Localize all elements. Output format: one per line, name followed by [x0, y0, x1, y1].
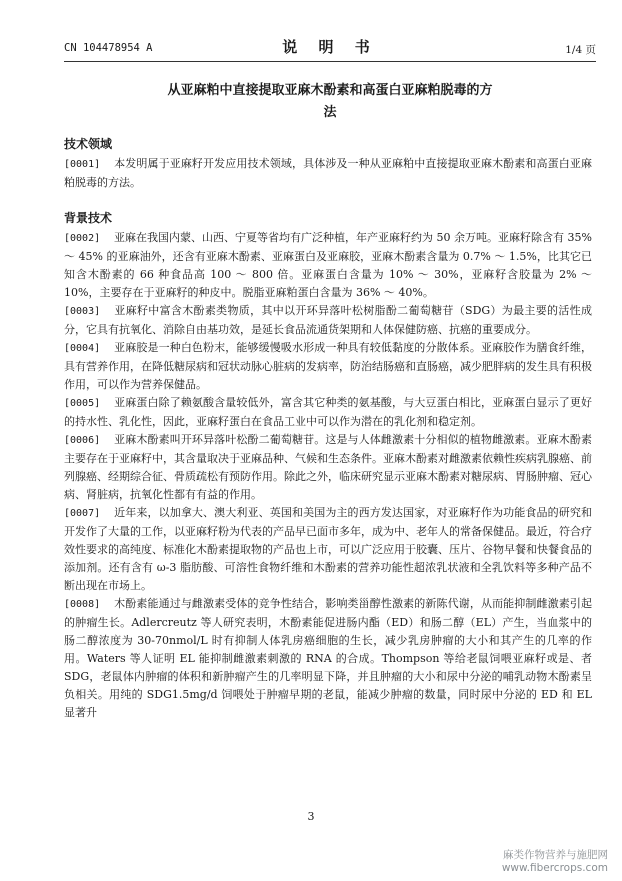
paragraph-0007 [64, 504, 592, 595]
paragraph-text: 亚麻胶是一种白色粉末，能够缓慢吸水形成一种具有较低黏度的分散体系。亚麻胶作为膳食纤维，具有营养作用，在降低糖尿病和冠状动脉心脏病的发病率，防治结肠癌和直肠癌，减少肥胖病的发生具有积极作用，可以作为营养保健品。 [64, 341, 592, 391]
watermark-site-name: 麻类作物营养与施肥网 [503, 849, 608, 861]
watermark-url: www.fibercrops.com [501, 862, 608, 874]
paragraph-text: 亚麻木酚素叫开环异落叶松酚二葡萄糖苷。这是与人体雌激素十分相似的植物雌激素。亚麻木酚素主要存在于亚麻籽中，其含量取决于亚麻品种、气候和生态条件。亚麻木酚素对雌激素依赖性疾病乳腺癌、前列腺癌、经期综合征、骨质疏松有预防作用。除此之外，临床研究显示亚麻木酚素对糖尿病、胃肠肿瘤、冠心病、肾脏病，抗氧化性都有有益的作用。 [64, 433, 592, 501]
paragraph-number: [0003] [64, 306, 101, 317]
patent-number: CN 104478954 A [64, 42, 153, 54]
paragraph-0002 [64, 229, 592, 302]
paragraph-0004 [64, 339, 592, 394]
paragraph-text: 木酚素能通过与雌激素受体的竞争性结合，影响类甾醇性激素的新陈代谢，从而能抑制雌激素引起的肿瘤生长。Adlercreutz 等人研究表明，木酚素能促进肠内酯（ED）和肠二醇（EL）产生，当血浆中的肠二醇浓度为 30-70nmol/L 时有抑制人体乳房癌细胞的生长，减少乳房肿瘤的大小和其产生的几率的作用。Waters 等人证明 EL 能抑制雌激素刺激的 RNA 的合成。Thompson 等给老鼠饲喂亚麻籽或是、者 SDG，老鼠体内肿瘤的体积和新肿瘤产生的几率明显下降，并且肿瘤的大小和尿中分泌的哺乳动物木酚素呈负相关。用纯的 SDG1.5mg/d 饲喂处于肿瘤早期的老鼠，能减少肿瘤的数量，同时尿中分泌的 ED 和 EL 显著升 [64, 597, 592, 719]
paragraph-text: 亚麻蛋白除了赖氨酸含量较低外，富含其它种类的氨基酸，与大豆蛋白相比，亚麻蛋白显示了更好的持水性、乳化性，因此，亚麻籽蛋白在食品工业中可以作为潜在的乳化剂和稳定剂。 [64, 396, 592, 428]
paragraph-number: [0005] [64, 398, 101, 409]
title-line-2: 法 [323, 105, 337, 120]
paragraph-number: [0008] [64, 599, 101, 610]
paragraph-text: 近年来，以加拿大、澳大利亚、英国和美国为主的西方发达国家，对亚麻籽作为功能食品的研究和开发作了大量的工作，以亚麻籽粉为代表的产品早已面市多年，成为中、老年人的常备保健品。最近，符合疗效性要求的高纯度、标准化木酚素提取物的产品也上市，可以广泛应用于胶囊、压片、谷物早餐和快餐食品的添加剂。还有含有 ω-3 脂肪酸、可溶性食物纤维和木酚素的营养功能性超浓乳状液和全乳饮料等多种产品不断出现在市场上。 [64, 506, 592, 592]
page-header [64, 36, 596, 58]
paragraph-0006 [64, 431, 592, 504]
paragraph-0005 [64, 394, 592, 431]
document-body [64, 134, 592, 722]
paragraph-number: [0007] [64, 508, 101, 519]
doc-type-title: 说 明 书 [282, 38, 378, 56]
page-info: 1/4 页 [565, 44, 596, 56]
paragraph-number: [0004] [64, 343, 101, 354]
paragraph-0008 [64, 595, 592, 722]
paragraph-text: 本发明属于亚麻籽开发应用技术领域，具体涉及一种从亚麻粕中直接提取亚麻木酚素和高蛋白亚麻粕脱毒的方法。 [64, 157, 592, 189]
header-rule [64, 61, 596, 62]
paragraph-0001 [64, 155, 592, 192]
paragraph-number: [0006] [64, 435, 101, 446]
section-heading-background: 背景技术 [64, 211, 113, 225]
section-heading-tech-field: 技术领域 [64, 137, 113, 151]
paragraph-number: [0002] [64, 233, 101, 244]
paragraph-text: 亚麻在我国内蒙、山西、宁夏等省均有广泛种植，年产亚麻籽约为 50 余万吨。亚麻籽除含有 35% ～ 45% 的亚麻油外，还含有亚麻木酚素、亚麻蛋白及亚麻胶，亚麻木酚素含量为 0.7% ～ 1.5%，比其它已知含木酚素的 66 种食品高 100 ～ 800 倍。亚麻蛋白含量为 10% ～ 30%，亚麻籽含胶量为 2% ～ 10%，主要存在于亚麻籽的种皮中。脱脂亚麻粕蛋白含量为 36% ～ 40%。 [64, 231, 592, 299]
paragraph-text: 亚麻籽中富含木酚素类物质，其中以开环异落叶松树脂酚二葡萄糖苷（SDG）为最主要的活性成分，它具有抗氧化、消除自由基功效，是延长食品流通货架期和人体保健防癌、抗癌的重要成分。 [64, 304, 592, 336]
paragraph-0003 [64, 302, 592, 339]
page-number: 3 [307, 810, 315, 823]
site-watermark [502, 849, 608, 875]
paragraph-number: [0001] [64, 159, 101, 170]
title-line-1: 从亚麻粕中直接提取亚麻木酚素和高蛋白亚麻粕脱毒的方 [167, 83, 493, 98]
document-title [64, 80, 596, 124]
